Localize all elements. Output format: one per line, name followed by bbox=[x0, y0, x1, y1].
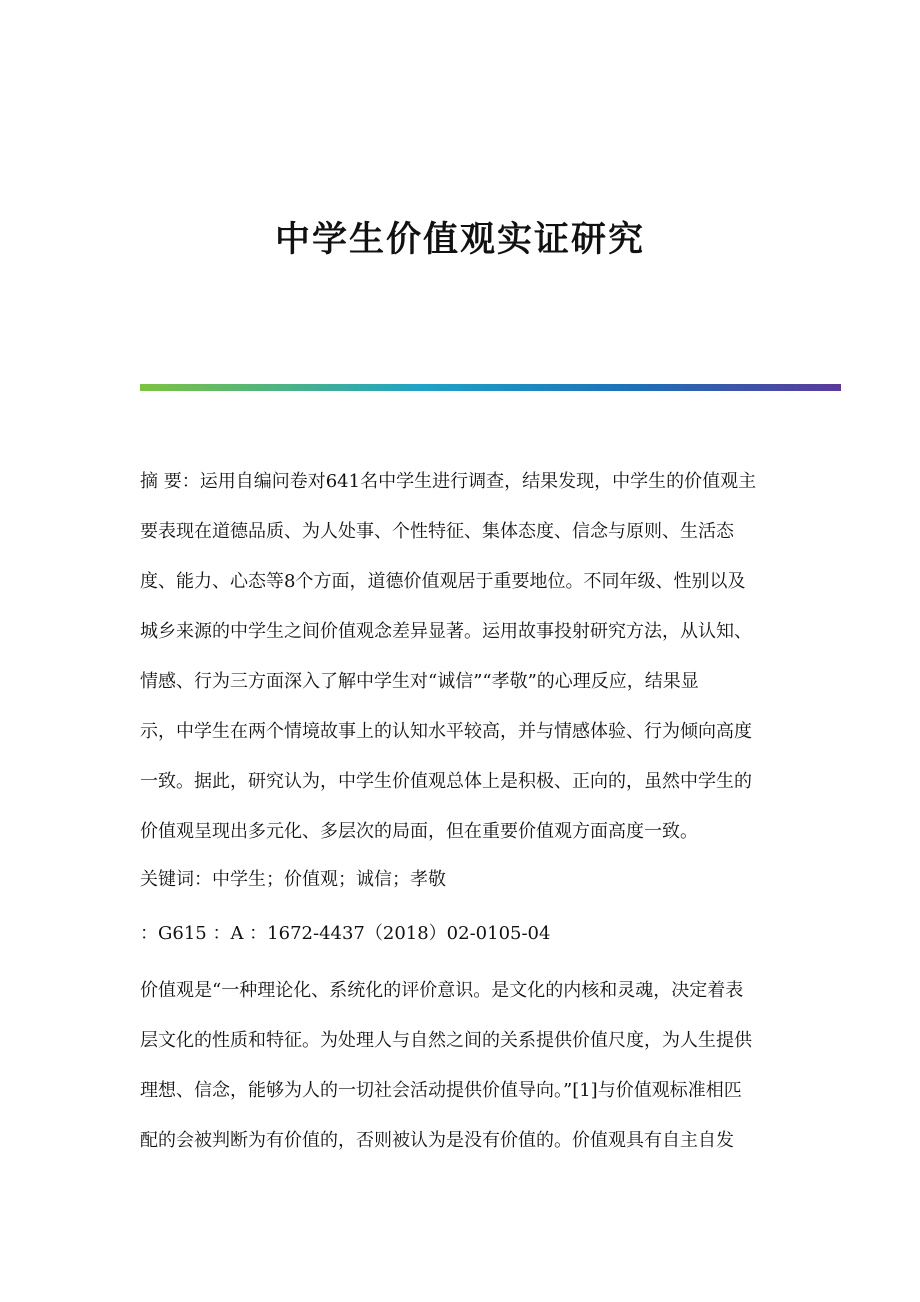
abstract-line: 度、能力、心态等8个方面，道德价值观居于重要地位。不同年级、性别以及 bbox=[140, 571, 746, 592]
abstract-line: 城乡来源的中学生之间价值观念差异显著。运用故事投射研究方法，从认知、 bbox=[140, 621, 752, 642]
keywords-line: 关键词：中学生；价值观；诚信；孝敬 bbox=[140, 869, 446, 890]
body-line: 价值观是“一种理论化、系统化的评价意识。是文化的内核和灵魂，决定着表 bbox=[140, 980, 744, 1001]
abstract-line: 一致。据此，研究认为，中学生价值观总体上是积极、正向的，虽然中学生的 bbox=[140, 771, 752, 792]
document-title: 中学生价值观实证研究 bbox=[274, 219, 645, 260]
classification-line: ：G615 ：A ：1672-4437（2018）02-0105-04 bbox=[140, 923, 551, 944]
body-line: 配的会被判断为有价值的，否则被认为是没有价值的。价值观具有自主自发 bbox=[140, 1130, 734, 1151]
abstract-line: 要表现在道德品质、为人处事、个性特征、集体态度、信念与原则、生活态 bbox=[140, 521, 734, 542]
title-divider bbox=[140, 384, 841, 391]
abstract-line: 摘 要：运用自编问卷对641名中学生进行调查，结果发现，中学生的价值观主 bbox=[140, 471, 757, 492]
abstract-line: 情感、行为三方面深入了解中学生对“诚信”“孝敬”的心理反应，结果显 bbox=[140, 671, 699, 692]
abstract-line: 价值观呈现出多元化、多层次的局面，但在重要价值观方面高度一致。 bbox=[140, 821, 698, 842]
body-line: 理想、信念，能够为人的一切社会活动提供价值导向。”[1]与价值观标准相匹 bbox=[140, 1080, 742, 1101]
abstract-line: 示，中学生在两个情境故事上的认知水平较高，并与情感体验、行为倾向高度 bbox=[140, 721, 752, 742]
body-line: 层文化的性质和特征。为处理人与自然之间的关系提供价值尺度，为人生提供 bbox=[140, 1030, 752, 1051]
